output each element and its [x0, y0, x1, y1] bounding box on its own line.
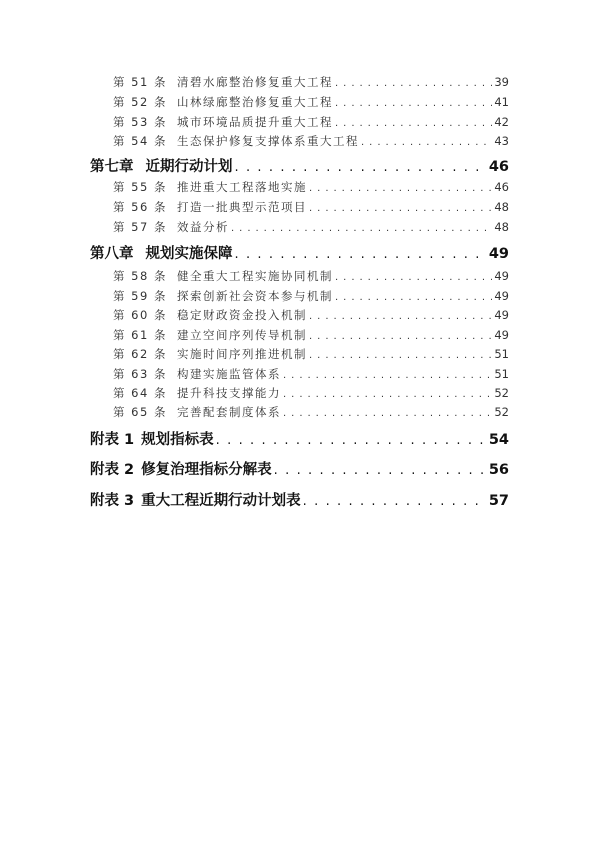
entry-title: 修复治理指标分解表 [141, 462, 272, 478]
entry-page-number: 57 [488, 493, 509, 509]
dot-leader [335, 95, 492, 109]
dot-leader [309, 347, 492, 361]
dot-leader [309, 308, 492, 322]
toc-entry-article[interactable] [113, 404, 509, 420]
entry-title: 生态保护修复支撑体系重大工程 [177, 134, 359, 148]
entry-page-number: 49 [488, 246, 509, 262]
toc-entry-article[interactable] [113, 114, 509, 130]
toc-entry-article[interactable] [113, 94, 509, 110]
entry-number: 附表 3 [90, 493, 135, 509]
entry-page-number: 48 [494, 220, 509, 234]
entry-number: 第八章 [90, 246, 134, 262]
entry-title: 规划指标表 [141, 432, 214, 448]
entry-number: 第 57 条 [113, 220, 167, 234]
dot-leader [309, 200, 492, 214]
toc-entry-article[interactable] [113, 74, 509, 90]
entry-number: 第七章 [90, 159, 134, 175]
dot-leader [335, 115, 492, 129]
dot-leader [309, 180, 492, 194]
entry-title: 打造一批典型示范项目 [177, 200, 307, 214]
entry-page-number: 49 [494, 269, 509, 283]
entry-number: 第 55 条 [113, 180, 167, 194]
toc-entry-article[interactable] [113, 179, 509, 195]
entry-number: 第 51 条 [113, 75, 167, 89]
entry-title: 清碧水廊整治修复重大工程 [177, 75, 333, 89]
entry-number: 第 63 条 [113, 367, 167, 381]
toc-entry-appendix[interactable] [90, 489, 509, 510]
entry-title: 完善配套制度体系 [177, 405, 281, 419]
entry-page-number: 42 [494, 115, 509, 129]
toc-entry-appendix[interactable] [90, 428, 509, 449]
dot-leader [274, 462, 487, 478]
toc-entry-article[interactable] [113, 219, 509, 235]
entry-page-number: 41 [494, 95, 509, 109]
entry-page-number: 49 [494, 308, 509, 322]
toc-entry-article[interactable] [113, 385, 509, 401]
dot-leader [216, 432, 487, 448]
entry-title: 近期行动计划 [145, 159, 233, 175]
entry-number: 第 59 条 [113, 289, 167, 303]
entry-page-number: 54 [488, 432, 509, 448]
toc-entry-article[interactable] [113, 268, 509, 284]
toc-entry-article[interactable] [113, 327, 509, 343]
dot-leader [283, 367, 492, 381]
entry-number: 第 60 条 [113, 308, 167, 322]
dot-leader [231, 220, 492, 234]
dot-leader [283, 405, 492, 419]
entry-number: 第 64 条 [113, 386, 167, 400]
toc-entry-chapter[interactable] [90, 242, 509, 263]
entry-title: 提升科技支撑能力 [177, 386, 281, 400]
entry-page-number: 49 [494, 328, 509, 342]
entry-page-number: 49 [494, 289, 509, 303]
toc-entry-article[interactable] [113, 366, 509, 382]
toc-entry-article[interactable] [113, 288, 509, 304]
dot-leader [335, 289, 492, 303]
entry-title: 城市环境品质提升重大工程 [177, 115, 333, 129]
toc-entry-article[interactable] [113, 133, 509, 149]
entry-title: 稳定财政资金投入机制 [177, 308, 307, 322]
dot-leader [283, 386, 492, 400]
entry-title: 推进重大工程落地实施 [177, 180, 307, 194]
entry-title: 山林绿廊整治修复重大工程 [177, 95, 333, 109]
dot-leader [361, 134, 492, 148]
entry-page-number: 43 [494, 134, 509, 148]
entry-title: 实施时间序列推进机制 [177, 347, 307, 361]
entry-number: 附表 1 [90, 432, 135, 448]
entry-page-number: 39 [494, 75, 509, 89]
entry-page-number: 52 [494, 405, 509, 419]
toc-entry-article[interactable] [113, 199, 509, 215]
entry-title: 健全重大工程实施协同机制 [177, 269, 333, 283]
toc-entry-article[interactable] [113, 346, 509, 362]
entry-number: 第 65 条 [113, 405, 167, 419]
entry-title: 重大工程近期行动计划表 [141, 493, 301, 509]
entry-number: 第 61 条 [113, 328, 167, 342]
entry-title: 探索创新社会资本参与机制 [177, 289, 333, 303]
entry-page-number: 46 [488, 159, 509, 175]
entry-number: 第 58 条 [113, 269, 167, 283]
entry-title: 规划实施保障 [145, 246, 233, 262]
dot-leader [235, 246, 487, 262]
toc-entry-appendix[interactable] [90, 458, 509, 479]
entry-page-number: 51 [494, 367, 509, 381]
dot-leader [235, 159, 487, 175]
entry-number: 第 54 条 [113, 134, 167, 148]
entry-title: 构建实施监管体系 [177, 367, 281, 381]
entry-title: 效益分析 [177, 220, 229, 234]
entry-page-number: 56 [488, 462, 509, 478]
toc-entry-chapter[interactable] [90, 155, 509, 176]
entry-number: 第 56 条 [113, 200, 167, 214]
entry-page-number: 51 [494, 347, 509, 361]
dot-leader [303, 493, 487, 509]
entry-page-number: 52 [494, 386, 509, 400]
entry-page-number: 46 [494, 180, 509, 194]
entry-number: 第 62 条 [113, 347, 167, 361]
entry-number: 附表 2 [90, 462, 135, 478]
dot-leader [335, 269, 492, 283]
toc-entry-article[interactable] [113, 307, 509, 323]
dot-leader [335, 75, 492, 89]
entry-page-number: 48 [494, 200, 509, 214]
dot-leader [309, 328, 492, 342]
entry-number: 第 52 条 [113, 95, 167, 109]
entry-number: 第 53 条 [113, 115, 167, 129]
entry-title: 建立空间序列传导机制 [177, 328, 307, 342]
